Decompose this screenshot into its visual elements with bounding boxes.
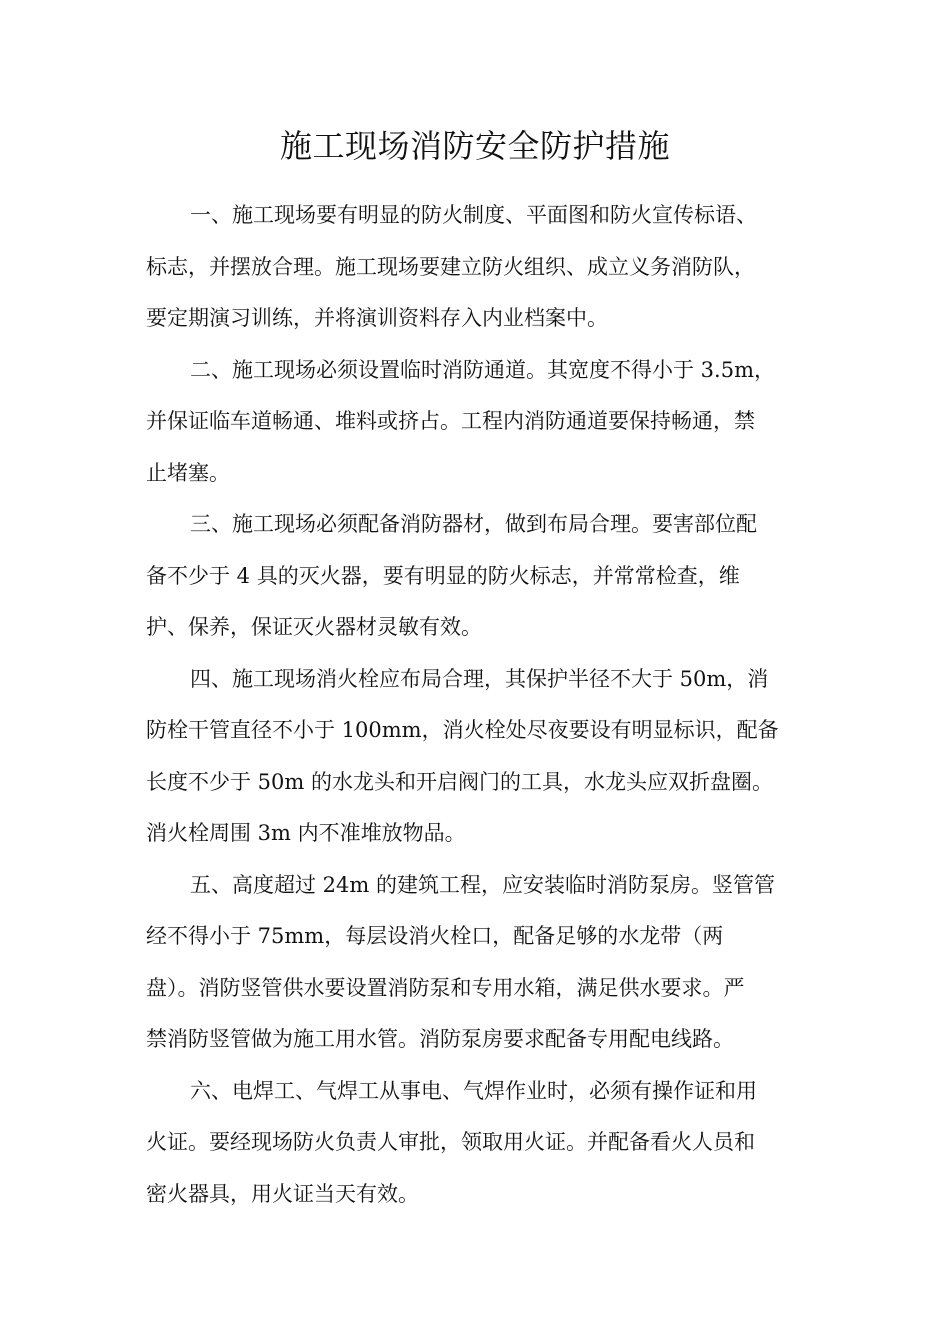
paragraph-line: 长度不少于 50m 的水龙头和开启阀门的工具，水龙头应双折盘圈。 <box>146 769 773 794</box>
paragraph-line: 盘）。消防竖管供水要设置消防泵和专用水箱，满足供水要求。严 <box>146 975 745 1000</box>
paragraph-line: 一、施工现场要有明显的防火制度、平面图和防火宣传标语、 <box>190 203 757 227</box>
paragraph-6 <box>146 1066 806 1221</box>
paragraph-line: 火证。要经现场防火负责人审批，领取用火证。并配备看火人员和 <box>146 1130 755 1154</box>
document-body <box>146 190 806 1220</box>
paragraph-line: 护、保养，保证灭火器材灵敏有效。 <box>146 615 482 639</box>
paragraph-line: 三、施工现场必须配备消防器材，做到布局合理。要害部位配 <box>190 512 757 536</box>
paragraph-2 <box>146 345 806 500</box>
paragraph-4 <box>146 654 806 860</box>
paragraph-line: 标志，并摆放合理。施工现场要建立防火组织、成立义务消防队， <box>146 254 755 279</box>
paragraph-line: 禁消防竖管做为施工用水管。消防泵房要求配备专用配电线路。 <box>146 1027 734 1051</box>
paragraph-line: 二、施工现场必须设置临时消防通道。其宽度不得小于 3.5m， <box>190 357 775 382</box>
paragraph-line: 消火栓周围 3m 内不准堆放物品。 <box>146 821 466 845</box>
paragraph-line: 备不少于 4 具的灭火器，要有明显的防火标志，并常常检查，维 <box>146 563 740 588</box>
paragraph-5 <box>146 860 806 1066</box>
paragraph-line: 止堵塞。 <box>146 460 230 485</box>
paragraph-line: 并保证临车道畅通、堆料或挤占。工程内消防通道要保持畅通，禁 <box>146 409 755 433</box>
paragraph-3 <box>146 499 806 654</box>
paragraph-line: 五、高度超过 24m 的建筑工程，应安装临时消防泵房。竖管管 <box>190 872 775 897</box>
paragraph-line: 要定期演习训练，并将演训资料存入内业档案中。 <box>146 306 608 330</box>
paragraph-line: 密火器具，用火证当天有效。 <box>146 1181 419 1206</box>
paragraph-line: 经不得小于 75mm，每层设消火栓口，配备足够的水龙带（两 <box>146 924 724 948</box>
paragraph-line: 六、电焊工、气焊工从事电、气焊作业时，必须有操作证和用 <box>190 1078 757 1103</box>
paragraph-1 <box>146 190 806 345</box>
paragraph-line: 防栓干管直径不小于 100mm，消火栓处尽夜要设有明显标识，配备 <box>146 718 779 742</box>
document-title: 施工现场消防安全防护措施 <box>279 127 670 165</box>
paragraph-line: 四、施工现场消火栓应布局合理，其保护半径不大于 50m，消 <box>190 666 769 691</box>
